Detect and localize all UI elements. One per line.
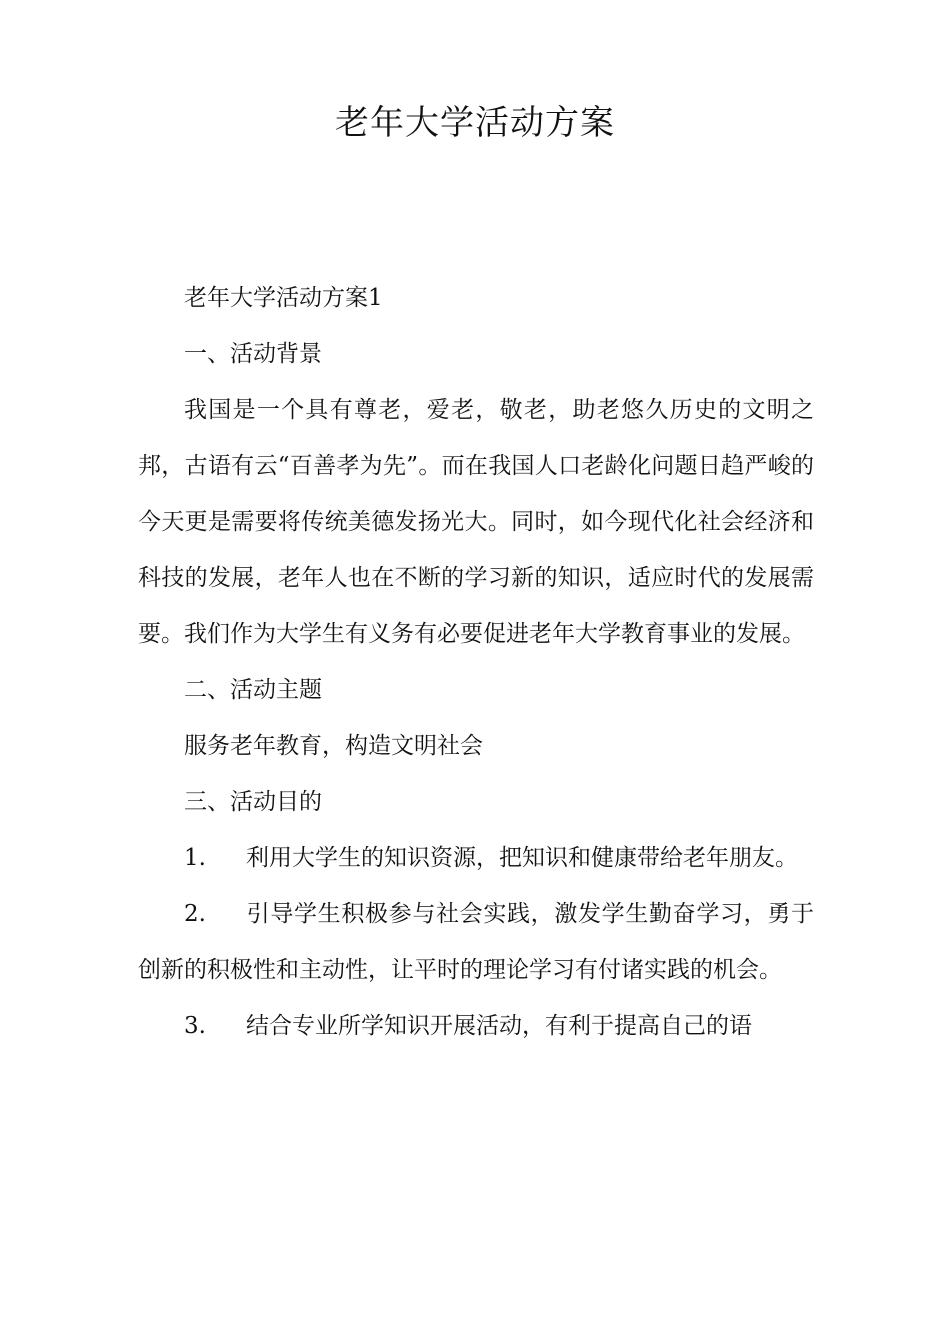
list-number: 2. (184, 901, 206, 927)
document-title: 老年大学活动方案 (335, 103, 615, 143)
paragraph-theme-text: 服务老年教育，构造文明社会 (184, 733, 483, 759)
paragraph-section-purpose: 三、活动目的 (184, 789, 322, 815)
list-number: 1. (184, 845, 206, 871)
paragraph-section-theme: 二、活动主题 (184, 677, 322, 703)
paragraph-purpose-item-1: 1. 利用大学生的知识资源，把知识和健康带给老年朋友。 (138, 830, 814, 886)
paragraph-plan-heading: 老年大学活动方案1 (184, 285, 383, 311)
list-number: 3. (184, 1013, 206, 1039)
paragraph-section-background: 一、活动背景 (184, 341, 322, 367)
paragraph-purpose-item-2: 2. 引导学生积极参与社会实践，激发学生勤奋学习，勇于创新的积极性和主动性，让平时的理论学习有付诸实践的机会。 (138, 886, 814, 998)
paragraph-background-text: 我国是一个具有尊老，爱老，敬老，助老悠久历史的文明之邦，古语有云“百善孝为先”。而在我国人口老龄化问题日趋严峻的今天更是需要将传统美德发扬光大。同时，如今现代化社会经济和科技的发展，老年人也在不断的学习新的知识，适应时代的发展需要。我们作为大学生有义务有必要促进老年大学教育事业的发展。 (138, 397, 814, 647)
paragraph-purpose-item-3: 3. 结合专业所学知识开展活动，有利于提高自己的语 (138, 998, 814, 1054)
document-body (138, 270, 814, 1054)
